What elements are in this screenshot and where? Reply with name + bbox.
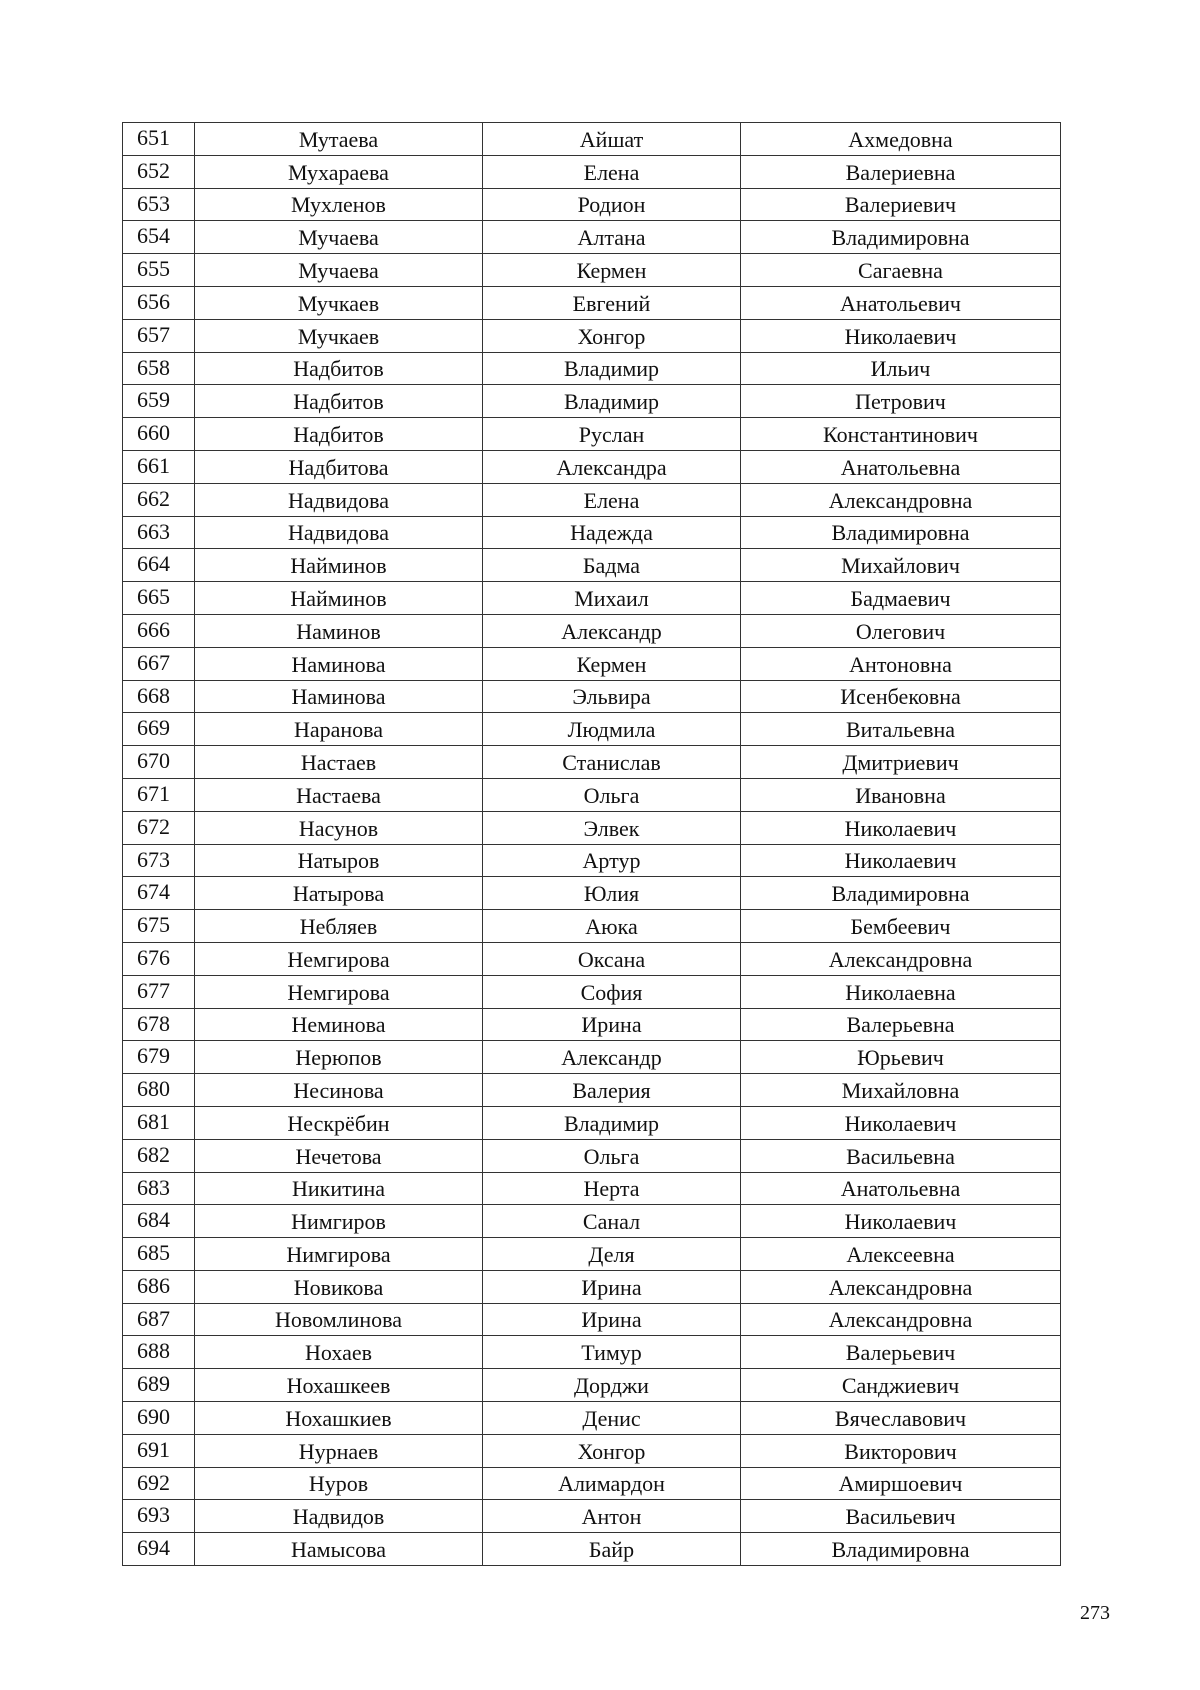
patronymic-cell: Вячеславович bbox=[741, 1402, 1061, 1435]
table-row bbox=[123, 155, 1061, 188]
patronymic-cell: Ильич bbox=[741, 352, 1061, 385]
table-row bbox=[123, 1434, 1061, 1467]
row-number-cell: 689 bbox=[123, 1369, 195, 1402]
row-number-cell: 679 bbox=[123, 1041, 195, 1074]
row-number-cell: 659 bbox=[123, 385, 195, 418]
row-number-cell: 684 bbox=[123, 1205, 195, 1238]
row-number-cell: 688 bbox=[123, 1336, 195, 1369]
table-row bbox=[123, 1303, 1061, 1336]
row-number-cell: 665 bbox=[123, 582, 195, 615]
patronymic-cell: Дмитриевич bbox=[741, 746, 1061, 779]
first-name-cell: Артур bbox=[483, 844, 741, 877]
table-row bbox=[123, 516, 1061, 549]
row-number-cell: 668 bbox=[123, 680, 195, 713]
table-row bbox=[123, 1074, 1061, 1107]
row-number-cell: 669 bbox=[123, 713, 195, 746]
table-row bbox=[123, 1106, 1061, 1139]
table-row bbox=[123, 975, 1061, 1008]
first-name-cell: Ольга bbox=[483, 778, 741, 811]
patronymic-cell: Анатольевна bbox=[741, 1172, 1061, 1205]
patronymic-cell: Анатольевна bbox=[741, 450, 1061, 483]
row-number-cell: 680 bbox=[123, 1074, 195, 1107]
last-name-cell: Надбитова bbox=[195, 450, 483, 483]
first-name-cell: Оксана bbox=[483, 942, 741, 975]
row-number-cell: 692 bbox=[123, 1467, 195, 1500]
first-name-cell: Людмила bbox=[483, 713, 741, 746]
last-name-cell: Никитина bbox=[195, 1172, 483, 1205]
patronymic-cell: Николаевич bbox=[741, 1205, 1061, 1238]
last-name-cell: Настаева bbox=[195, 778, 483, 811]
first-name-cell: Хонгор bbox=[483, 1434, 741, 1467]
last-name-cell: Нохаев bbox=[195, 1336, 483, 1369]
first-name-cell: Дорджи bbox=[483, 1369, 741, 1402]
table-row bbox=[123, 713, 1061, 746]
first-name-cell: Антон bbox=[483, 1500, 741, 1533]
last-name-cell: Нимгиров bbox=[195, 1205, 483, 1238]
first-name-cell: Владимир bbox=[483, 352, 741, 385]
row-number-cell: 691 bbox=[123, 1434, 195, 1467]
patronymic-cell: Николаевич bbox=[741, 811, 1061, 844]
patronymic-cell: Владимировна bbox=[741, 1533, 1061, 1566]
first-name-cell: Родион bbox=[483, 188, 741, 221]
table-row bbox=[123, 1500, 1061, 1533]
first-name-cell: Надежда bbox=[483, 516, 741, 549]
table-row bbox=[123, 811, 1061, 844]
table-row bbox=[123, 221, 1061, 254]
last-name-cell: Мучкаев bbox=[195, 286, 483, 319]
row-number-cell: 671 bbox=[123, 778, 195, 811]
table-row bbox=[123, 549, 1061, 582]
patronymic-cell: Николаевич bbox=[741, 319, 1061, 352]
first-name-cell: Ирина bbox=[483, 1303, 741, 1336]
first-name-cell: Михаил bbox=[483, 582, 741, 615]
table-row bbox=[123, 1336, 1061, 1369]
names-table-body bbox=[123, 123, 1061, 1566]
page-number: 273 bbox=[1080, 1602, 1110, 1624]
table-row bbox=[123, 286, 1061, 319]
first-name-cell: Аюка bbox=[483, 910, 741, 943]
first-name-cell: Станислав bbox=[483, 746, 741, 779]
patronymic-cell: Васильевич bbox=[741, 1500, 1061, 1533]
row-number-cell: 673 bbox=[123, 844, 195, 877]
table-row bbox=[123, 418, 1061, 451]
table-row bbox=[123, 910, 1061, 943]
row-number-cell: 674 bbox=[123, 877, 195, 910]
patronymic-cell: Николаевич bbox=[741, 1106, 1061, 1139]
last-name-cell: Небляев bbox=[195, 910, 483, 943]
table-row bbox=[123, 1270, 1061, 1303]
last-name-cell: Надбитов bbox=[195, 418, 483, 451]
table-row bbox=[123, 1008, 1061, 1041]
table-row bbox=[123, 1467, 1061, 1500]
first-name-cell: Айшат bbox=[483, 123, 741, 156]
last-name-cell: Намысова bbox=[195, 1533, 483, 1566]
last-name-cell: Надбитов bbox=[195, 352, 483, 385]
last-name-cell: Неминова bbox=[195, 1008, 483, 1041]
patronymic-cell: Александровна bbox=[741, 1270, 1061, 1303]
last-name-cell: Мучаева bbox=[195, 254, 483, 287]
row-number-cell: 658 bbox=[123, 352, 195, 385]
table-row bbox=[123, 483, 1061, 516]
first-name-cell: Ирина bbox=[483, 1008, 741, 1041]
row-number-cell: 664 bbox=[123, 549, 195, 582]
row-number-cell: 657 bbox=[123, 319, 195, 352]
row-number-cell: 660 bbox=[123, 418, 195, 451]
patronymic-cell: Амиршоевич bbox=[741, 1467, 1061, 1500]
first-name-cell: Хонгор bbox=[483, 319, 741, 352]
patronymic-cell: Михайловна bbox=[741, 1074, 1061, 1107]
first-name-cell: Ирина bbox=[483, 1270, 741, 1303]
patronymic-cell: Ахмедовна bbox=[741, 123, 1061, 156]
last-name-cell: Наранова bbox=[195, 713, 483, 746]
last-name-cell: Несинова bbox=[195, 1074, 483, 1107]
first-name-cell: Александр bbox=[483, 614, 741, 647]
first-name-cell: Александра bbox=[483, 450, 741, 483]
patronymic-cell: Александровна bbox=[741, 942, 1061, 975]
patronymic-cell: Валериевич bbox=[741, 188, 1061, 221]
first-name-cell: Санал bbox=[483, 1205, 741, 1238]
table-row bbox=[123, 1369, 1061, 1402]
last-name-cell: Наминов bbox=[195, 614, 483, 647]
first-name-cell: Ольга bbox=[483, 1139, 741, 1172]
first-name-cell: Байр bbox=[483, 1533, 741, 1566]
first-name-cell: Александр bbox=[483, 1041, 741, 1074]
first-name-cell: Елена bbox=[483, 483, 741, 516]
table-row bbox=[123, 254, 1061, 287]
row-number-cell: 670 bbox=[123, 746, 195, 779]
first-name-cell: Кермен bbox=[483, 254, 741, 287]
table-row bbox=[123, 1172, 1061, 1205]
first-name-cell: Евгений bbox=[483, 286, 741, 319]
row-number-cell: 694 bbox=[123, 1533, 195, 1566]
patronymic-cell: Владимировна bbox=[741, 877, 1061, 910]
row-number-cell: 662 bbox=[123, 483, 195, 516]
last-name-cell: Надвидова bbox=[195, 483, 483, 516]
table-row bbox=[123, 582, 1061, 615]
table-row bbox=[123, 1205, 1061, 1238]
table-row bbox=[123, 942, 1061, 975]
first-name-cell: Тимур bbox=[483, 1336, 741, 1369]
patronymic-cell: Ивановна bbox=[741, 778, 1061, 811]
table-row bbox=[123, 123, 1061, 156]
last-name-cell: Нескрёбин bbox=[195, 1106, 483, 1139]
patronymic-cell: Валериевна bbox=[741, 155, 1061, 188]
first-name-cell: Эльвира bbox=[483, 680, 741, 713]
last-name-cell: Новикова bbox=[195, 1270, 483, 1303]
table-row bbox=[123, 1041, 1061, 1074]
row-number-cell: 685 bbox=[123, 1238, 195, 1271]
row-number-cell: 654 bbox=[123, 221, 195, 254]
patronymic-cell: Санджиевич bbox=[741, 1369, 1061, 1402]
patronymic-cell: Александровна bbox=[741, 483, 1061, 516]
table-row bbox=[123, 647, 1061, 680]
patronymic-cell: Юрьевич bbox=[741, 1041, 1061, 1074]
patronymic-cell: Николаевич bbox=[741, 844, 1061, 877]
patronymic-cell: Владимировна bbox=[741, 516, 1061, 549]
first-name-cell: Кермен bbox=[483, 647, 741, 680]
last-name-cell: Мутаева bbox=[195, 123, 483, 156]
patronymic-cell: Константинович bbox=[741, 418, 1061, 451]
table-row bbox=[123, 746, 1061, 779]
row-number-cell: 677 bbox=[123, 975, 195, 1008]
row-number-cell: 652 bbox=[123, 155, 195, 188]
last-name-cell: Надвидов bbox=[195, 1500, 483, 1533]
patronymic-cell: Бадмаевич bbox=[741, 582, 1061, 615]
last-name-cell: Натыров bbox=[195, 844, 483, 877]
last-name-cell: Надбитов bbox=[195, 385, 483, 418]
last-name-cell: Надвидова bbox=[195, 516, 483, 549]
first-name-cell: Юлия bbox=[483, 877, 741, 910]
patronymic-cell: Владимировна bbox=[741, 221, 1061, 254]
first-name-cell: Алтана bbox=[483, 221, 741, 254]
patronymic-cell: Олегович bbox=[741, 614, 1061, 647]
last-name-cell: Наминова bbox=[195, 647, 483, 680]
last-name-cell: Нерюпов bbox=[195, 1041, 483, 1074]
table-row bbox=[123, 385, 1061, 418]
last-name-cell: Нечетова bbox=[195, 1139, 483, 1172]
table-row bbox=[123, 1402, 1061, 1435]
table-row bbox=[123, 680, 1061, 713]
patronymic-cell: Бембеевич bbox=[741, 910, 1061, 943]
patronymic-cell: Валерьевна bbox=[741, 1008, 1061, 1041]
row-number-cell: 667 bbox=[123, 647, 195, 680]
patronymic-cell: Валерьевич bbox=[741, 1336, 1061, 1369]
row-number-cell: 690 bbox=[123, 1402, 195, 1435]
row-number-cell: 653 bbox=[123, 188, 195, 221]
last-name-cell: Насунов bbox=[195, 811, 483, 844]
last-name-cell: Нурнаев bbox=[195, 1434, 483, 1467]
row-number-cell: 693 bbox=[123, 1500, 195, 1533]
first-name-cell: София bbox=[483, 975, 741, 1008]
patronymic-cell: Сагаевна bbox=[741, 254, 1061, 287]
table-row bbox=[123, 450, 1061, 483]
first-name-cell: Валерия bbox=[483, 1074, 741, 1107]
table-row bbox=[123, 844, 1061, 877]
last-name-cell: Новомлинова bbox=[195, 1303, 483, 1336]
patronymic-cell: Петрович bbox=[741, 385, 1061, 418]
table-row bbox=[123, 352, 1061, 385]
row-number-cell: 661 bbox=[123, 450, 195, 483]
patronymic-cell: Анатольевич bbox=[741, 286, 1061, 319]
table-row bbox=[123, 1139, 1061, 1172]
first-name-cell: Деля bbox=[483, 1238, 741, 1271]
row-number-cell: 687 bbox=[123, 1303, 195, 1336]
patronymic-cell: Александровна bbox=[741, 1303, 1061, 1336]
patronymic-cell: Исенбековна bbox=[741, 680, 1061, 713]
row-number-cell: 675 bbox=[123, 910, 195, 943]
table-row bbox=[123, 1238, 1061, 1271]
first-name-cell: Елена bbox=[483, 155, 741, 188]
table-row bbox=[123, 188, 1061, 221]
row-number-cell: 656 bbox=[123, 286, 195, 319]
row-number-cell: 681 bbox=[123, 1106, 195, 1139]
patronymic-cell: Николаевна bbox=[741, 975, 1061, 1008]
last-name-cell: Мучкаев bbox=[195, 319, 483, 352]
row-number-cell: 672 bbox=[123, 811, 195, 844]
last-name-cell: Нимгирова bbox=[195, 1238, 483, 1271]
last-name-cell: Немгирова bbox=[195, 975, 483, 1008]
last-name-cell: Немгирова bbox=[195, 942, 483, 975]
last-name-cell: Наминова bbox=[195, 680, 483, 713]
last-name-cell: Нохашкиев bbox=[195, 1402, 483, 1435]
row-number-cell: 651 bbox=[123, 123, 195, 156]
table-row bbox=[123, 877, 1061, 910]
patronymic-cell: Михайлович bbox=[741, 549, 1061, 582]
patronymic-cell: Алексеевна bbox=[741, 1238, 1061, 1271]
row-number-cell: 666 bbox=[123, 614, 195, 647]
first-name-cell: Элвек bbox=[483, 811, 741, 844]
patronymic-cell: Васильевна bbox=[741, 1139, 1061, 1172]
first-name-cell: Владимир bbox=[483, 1106, 741, 1139]
first-name-cell: Владимир bbox=[483, 385, 741, 418]
table-row bbox=[123, 1533, 1061, 1566]
last-name-cell: Натырова bbox=[195, 877, 483, 910]
last-name-cell: Найминов bbox=[195, 582, 483, 615]
table-row bbox=[123, 778, 1061, 811]
row-number-cell: 683 bbox=[123, 1172, 195, 1205]
last-name-cell: Мухленов bbox=[195, 188, 483, 221]
row-number-cell: 678 bbox=[123, 1008, 195, 1041]
last-name-cell: Мучаева bbox=[195, 221, 483, 254]
patronymic-cell: Антоновна bbox=[741, 647, 1061, 680]
last-name-cell: Нохашкеев bbox=[195, 1369, 483, 1402]
row-number-cell: 663 bbox=[123, 516, 195, 549]
first-name-cell: Алимардон bbox=[483, 1467, 741, 1500]
table-row bbox=[123, 614, 1061, 647]
row-number-cell: 655 bbox=[123, 254, 195, 287]
names-table bbox=[122, 122, 1061, 1566]
last-name-cell: Мухараева bbox=[195, 155, 483, 188]
patronymic-cell: Викторович bbox=[741, 1434, 1061, 1467]
last-name-cell: Настаев bbox=[195, 746, 483, 779]
row-number-cell: 686 bbox=[123, 1270, 195, 1303]
table-row bbox=[123, 319, 1061, 352]
row-number-cell: 676 bbox=[123, 942, 195, 975]
row-number-cell: 682 bbox=[123, 1139, 195, 1172]
last-name-cell: Найминов bbox=[195, 549, 483, 582]
patronymic-cell: Витальевна bbox=[741, 713, 1061, 746]
first-name-cell: Нерта bbox=[483, 1172, 741, 1205]
first-name-cell: Бадма bbox=[483, 549, 741, 582]
first-name-cell: Денис bbox=[483, 1402, 741, 1435]
first-name-cell: Руслан bbox=[483, 418, 741, 451]
last-name-cell: Нуров bbox=[195, 1467, 483, 1500]
